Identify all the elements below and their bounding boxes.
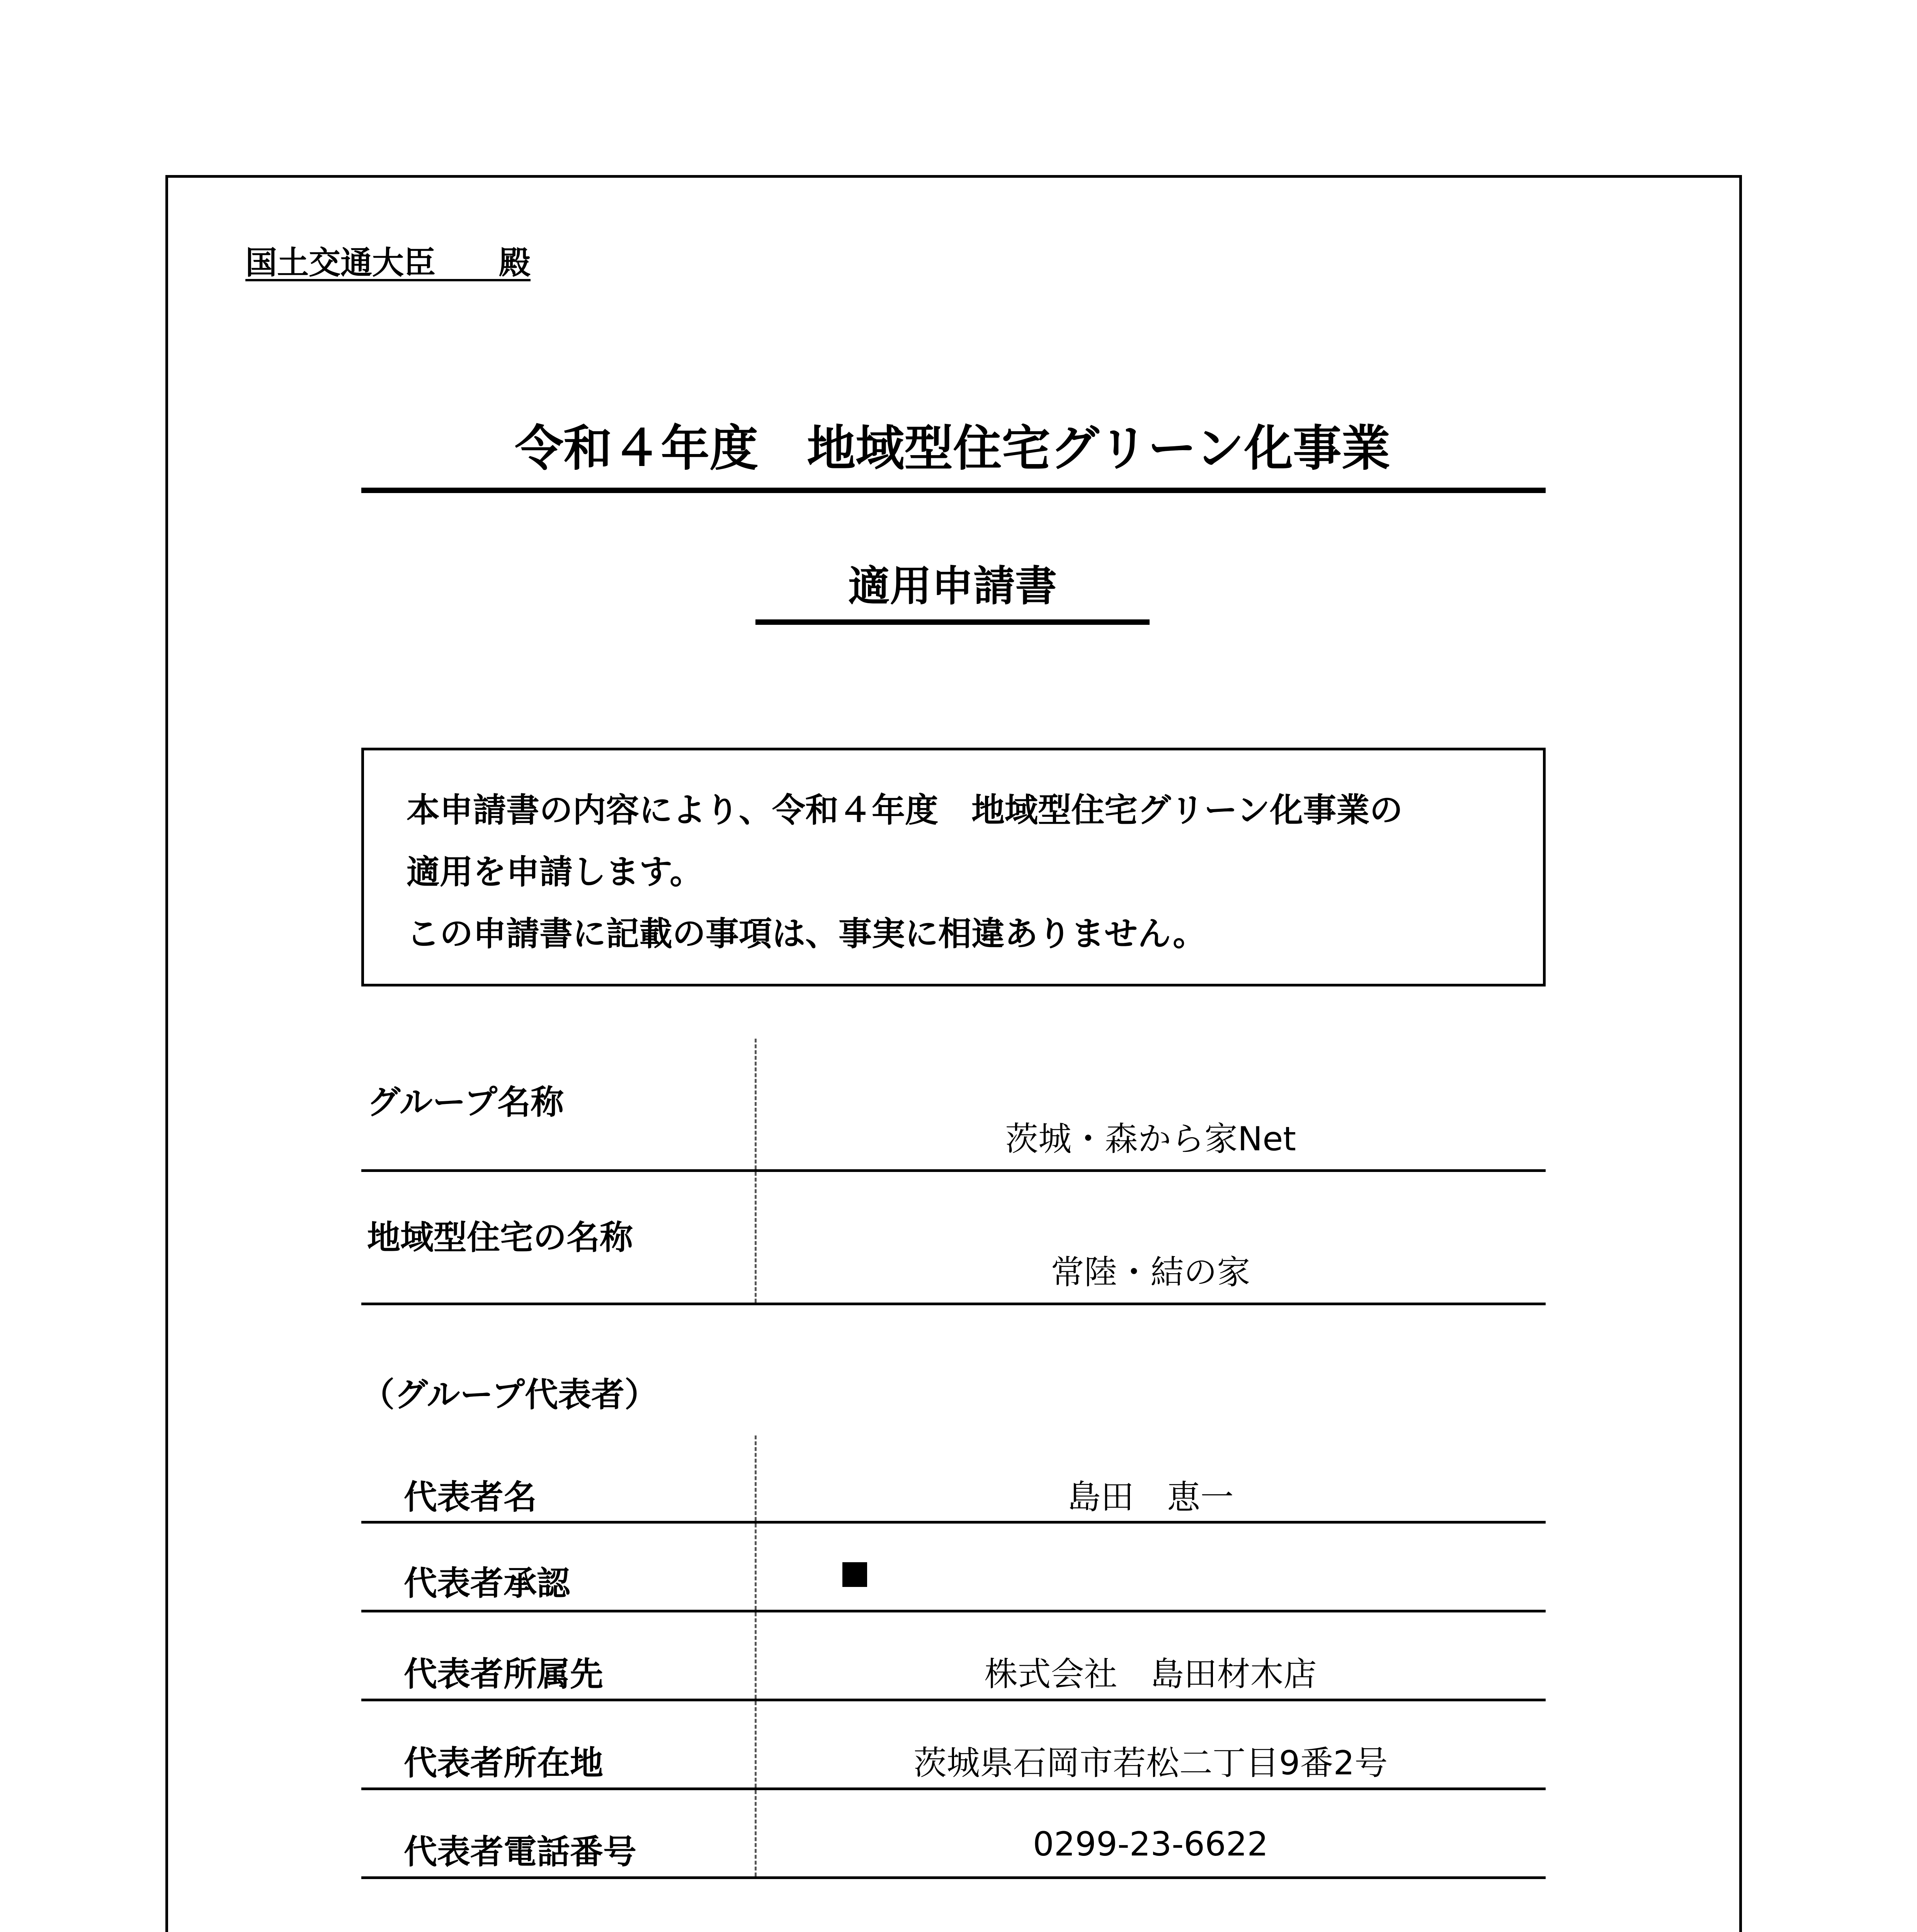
row-rep-name	[361, 1435, 1546, 1524]
row-rep-address	[361, 1701, 1546, 1790]
declaration-line-3: この申請書に記載の事項は、事実に相違ありません。	[407, 915, 1206, 953]
rep-approval-label: 代表者承認	[404, 1564, 570, 1603]
group-name-value: 茨城・森から家Net	[1005, 1120, 1296, 1158]
row-group-name	[361, 1039, 1546, 1172]
rep-phone-label: 代表者電話番号	[404, 1833, 636, 1871]
house-name-value: 常陸・結の家	[1051, 1253, 1250, 1292]
approval-checkmark	[842, 1562, 867, 1587]
row-rep-phone	[361, 1790, 1546, 1879]
group-name-label: グループ名称	[367, 1083, 564, 1122]
title-double-underline	[361, 488, 1546, 493]
document-title: 令和４年度 地域型住宅グリーン化事業	[515, 420, 1390, 477]
row-rep-approval	[361, 1524, 1546, 1612]
rep-name-value: 島田 恵一	[1067, 1478, 1234, 1517]
declaration-line-2: 適用を申請します。	[407, 853, 703, 891]
subtitle-double-underline	[755, 619, 1150, 625]
rep-affiliation-label: 代表者所属先	[404, 1655, 603, 1694]
rep-phone-value: 0299-23-6622	[1032, 1825, 1269, 1864]
representative-heading: （グループ代表者）	[361, 1376, 658, 1414]
row-house-name	[361, 1172, 1546, 1305]
rep-address-label: 代表者所在地	[404, 1744, 603, 1782]
declaration-box	[361, 748, 1546, 986]
rep-affiliation-value: 株式会社 島田材木店	[984, 1655, 1317, 1694]
document-subtitle: 適用申請書	[848, 562, 1057, 611]
rep-name-label: 代表者名	[404, 1478, 537, 1517]
column-divider	[755, 1524, 757, 1610]
declaration-line-1: 本申請書の内容により、令和４年度 地域型住宅グリーン化事業の	[407, 791, 1403, 830]
house-name-label: 地域型住宅の名称	[367, 1218, 633, 1257]
addressee: 国土交通大臣 殿	[245, 245, 531, 281]
row-rep-affiliation	[361, 1612, 1546, 1701]
rep-address-value: 茨城県石岡市若松二丁目9番2号	[913, 1744, 1388, 1782]
